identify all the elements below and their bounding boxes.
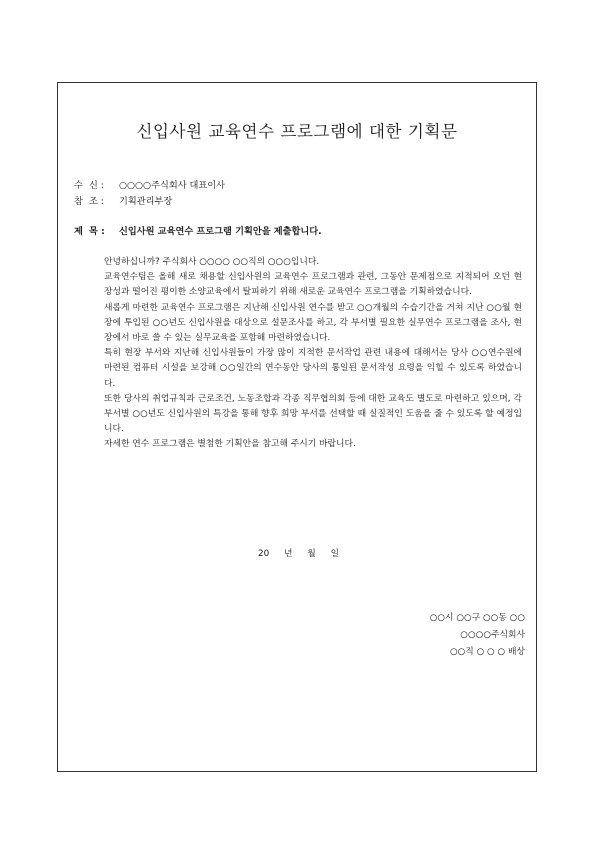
recipient-value: ○○○○주식회사 대표이사 [119,180,225,191]
recipient-row [74,177,225,191]
reference-label-a: 참 [74,196,83,207]
sender-company: ○○○○주식회사 [460,630,525,640]
closing-paragraph: 자세한 연수 프로그램은 별첨한 기획안을 참고해 주시기 바랍니다. [104,439,356,450]
subject-label-b: 목 : [89,226,105,237]
sender-name: ○○직 ○ ○ ○ 배상 [449,647,525,657]
letter-body [104,255,522,453]
subject-value: 신입사원 교육연수 프로그램 기획안을 제출합니다. [119,226,322,237]
reference-row [74,193,172,207]
recipient-label-a: 수 [74,180,83,191]
body-paragraph: 특히 현장 부서와 지난해 신입사원들이 가장 많이 지적한 문서작업 관련 내용에 대해서는 당사 ○○연수원에 마련된 컴퓨터 시설을 보강해 ○○일간의 연수동안 당사의 통일된 문서작성 요령을 익힐 수 있도록 하였습니다. [104,348,522,389]
recipient-label-b: 신 : [89,180,104,191]
subject-label-a: 제 [74,226,83,237]
body-paragraph: 교육연수팀은 올해 새로 채용할 신입사원의 교육연수 프로그램과 관련, 그동안 문제점으로 지적되어 오던 현장성과 떨어진 평이한 소양교육에서 탈피하기 위해 새로운 교육연수 프로그램을 기획하였습니다. [104,272,522,298]
document-date: 20 년 월 일 [258,549,340,559]
document-title: 신입사원 교육연수 프로그램에 대한 기획문 [136,122,458,141]
reference-label-b: 조 : [89,196,104,207]
body-paragraph: 또한 당사의 취업규칙과 근로조건, 노동조합과 각종 직무협의회 등에 대한 교육도 별도로 마련하고 있으며, 각 부서별 ○○년도 신입사원의 특강을 통해 향후 희망 부서를 선택할 때 실질적인 도움을 줄 수 있도록 할 예정입니다. [104,393,522,435]
sender-address: ○○시 ○○구 ○○동 ○○ [429,613,525,623]
reference-value: 기획관리부장 [119,196,173,207]
body-paragraph: 새롭게 마련한 교육연수 프로그램은 지난해 신입사원 연수를 받고 ○○개월의 수습기간을 거쳐 지난 ○○월 현장에 투입된 ○○년도 신입사원을 대상으로 설문조사를 하고, 각 부서별 필요한 실무연수 프로그램을 조사, 현장에서 바로 쓸 수 있는 실무교육을 포함해 마련하였습니다. [104,302,522,344]
subject-row [74,223,322,237]
greeting-paragraph: 안녕하십니까? 주식회사 ○○○○ ○○직의 ○○○입니다. [104,257,320,267]
